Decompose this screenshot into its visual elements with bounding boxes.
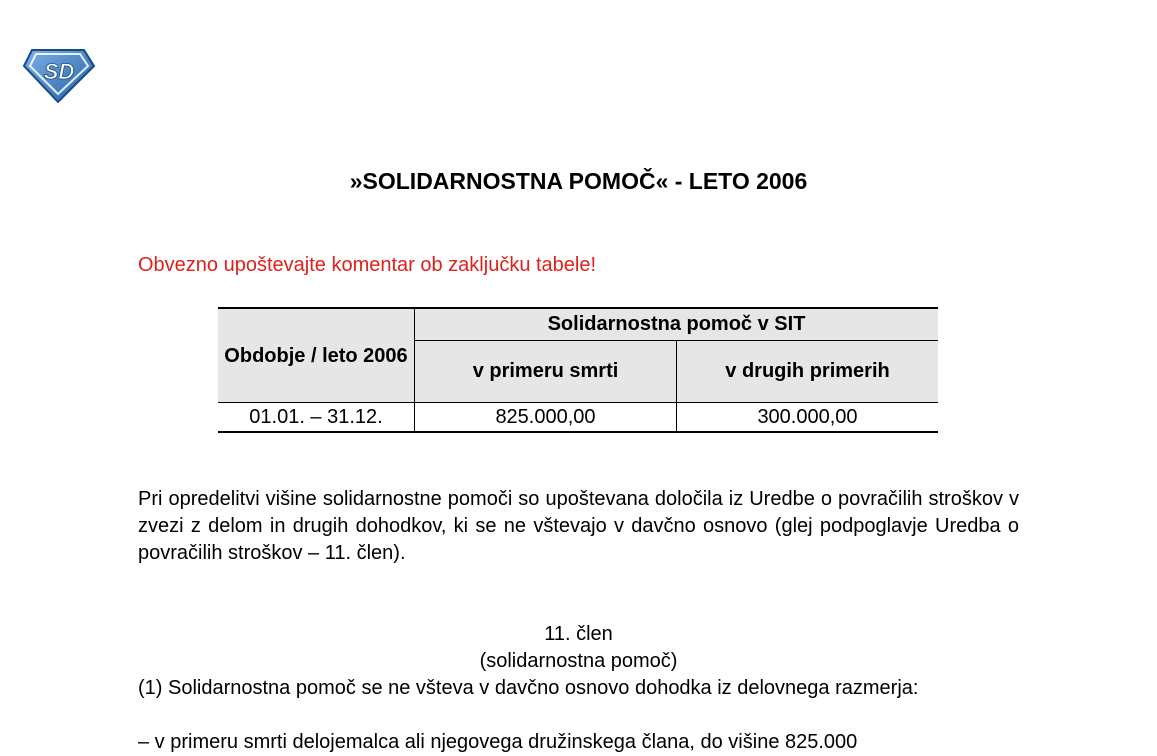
table-row <box>218 403 938 433</box>
period-header: Obdobje / leto 2006 <box>218 308 415 403</box>
intro-paragraph: Pri opredelitvi višine solidarnostne pomoči so upoštevana določila iz Uredbe o povračilih stroškov v zvezi z delom in drugih dohodkov, ki se ne vštevajo v davčno osnovo (glej podpoglavje Uredba o povračilih stroškov – 11. člen). <box>138 488 1019 564</box>
death-case-header: v primeru smrti <box>415 341 677 403</box>
article-heading: (solidarnostna pomoč) <box>479 650 678 672</box>
death-amount-cell: 825.000,00 <box>415 403 677 433</box>
solidarity-aid-table <box>218 307 938 433</box>
period-cell: 01.01. – 31.12. <box>218 403 415 433</box>
article-bullet: – v primeru smrti delojemalca ali njegovega družinskega člana, do višine 825.000 <box>138 731 858 753</box>
company-logo <box>22 48 96 104</box>
other-cases-header: v drugih primerih <box>677 341 939 403</box>
amount-group-header: Solidarnostna pomoč v SIT <box>415 308 939 341</box>
warning-notice: Obvezno upoštevajte komentar ob zaključku tabele! <box>138 254 597 276</box>
article-number: 11. člen <box>544 623 613 645</box>
logo-text: SD <box>43 59 75 84</box>
article-paragraph: (1) Solidarnostna pomoč se ne všteva v davčno osnovo dohodka iz delovnega razmerja: <box>138 677 919 699</box>
page-title: »SOLIDARNOSTNA POMOČ« - LETO 2006 <box>349 168 808 194</box>
other-amount-cell: 300.000,00 <box>677 403 939 433</box>
